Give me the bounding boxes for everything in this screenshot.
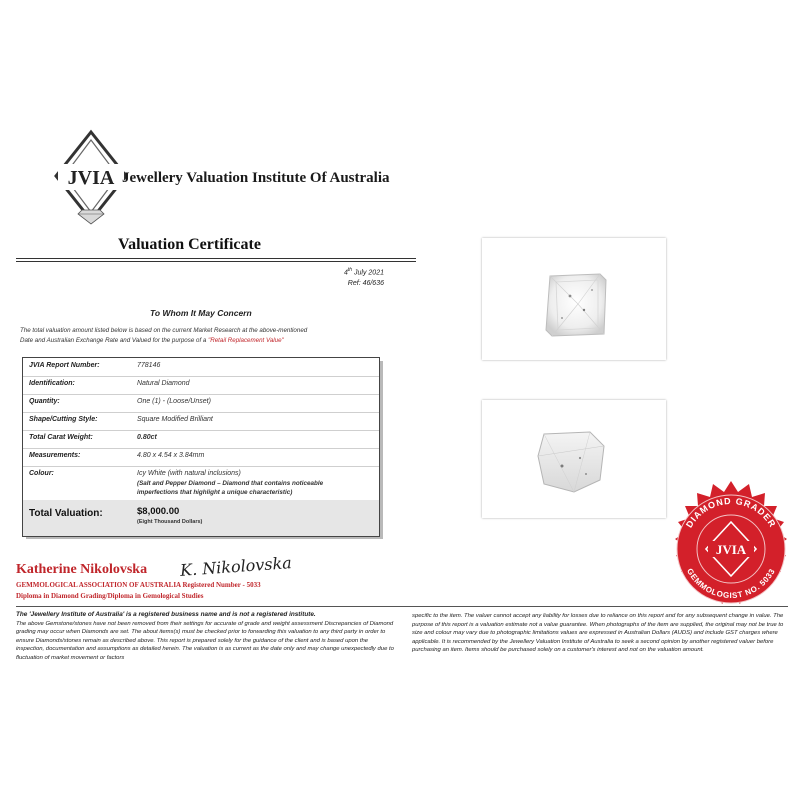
- intro-paragraph: The total valuation amount listed below is based on the current Market Research at the above-mentioned Date and Australian Exchange Rate and Valued for the purpose of a "Retail Replacement Value": [20, 327, 308, 344]
- details-label: Colour:: [29, 470, 54, 477]
- signatory-qualifications: Diploma in Diamond Grading/Diploma in Gemological Studies: [16, 592, 204, 600]
- seal-center-text: JVIA: [715, 542, 747, 557]
- details-label: JVIA Report Number:: [29, 362, 100, 369]
- diamond-photo-top: [482, 238, 666, 360]
- salutation: To Whom It May Concern: [150, 308, 252, 318]
- details-label: Shape/Cutting Style:: [29, 416, 98, 423]
- details-label: Total Carat Weight:: [29, 434, 93, 441]
- colour-note: imperfections that highlight a unique characteristic): [137, 489, 293, 496]
- diamond-top-view-image: [482, 238, 666, 360]
- details-value: Square Modified Brilliant: [137, 416, 213, 423]
- signatory-name: Katherine Nikolovska: [16, 562, 148, 577]
- details-value: Natural Diamond: [137, 380, 190, 387]
- total-valuation-label: Total Valuation:: [29, 508, 103, 519]
- row-divider: [23, 430, 379, 431]
- seal-bottom-text: GEMMOLOGIST NO. 5033: [685, 566, 777, 601]
- diamond-side-view-image: [482, 400, 666, 518]
- details-value: 0.80ct: [137, 434, 157, 441]
- details-label: Quantity:: [29, 398, 60, 405]
- details-label: Identification:: [29, 380, 75, 387]
- seal-top-text: DIAMOND GRADER: [684, 495, 778, 530]
- details-value: 4.80 x 4.54 x 3.84mm: [137, 452, 205, 459]
- disclaimer-text: The above Gemstone/stones have not been removed from their settings for accurate of grade and weight assessment Discrepancies of Diamond grading may occur when Diamonds are set. The about items(s) must be checked prior to forwarding this valuation to any third party in order to ensure Diamonds/stones remain as described above. This report is prepared solely for the guidance of the client and is based upon the inspection, documentation and assumptions as detailed herein. The valuation is as current as the date only and may change unexpectedly due to fluctuation of market movement or factors: [16, 620, 394, 661]
- certificate-date: 4th July 2021: [344, 267, 384, 277]
- title-rule: [16, 261, 416, 262]
- details-value: One (1) - (Loose/Unset): [137, 398, 211, 405]
- row-divider: [23, 448, 379, 449]
- details-label: Measurements:: [29, 452, 81, 459]
- row-divider: [23, 394, 379, 395]
- organization-name: Jewellery Valuation Institute Of Australia: [122, 170, 390, 186]
- total-valuation-value: $8,000.00: [137, 506, 180, 517]
- row-divider: [23, 412, 379, 413]
- diamond-icon: [78, 210, 104, 224]
- row-divider: [23, 376, 379, 377]
- title-rule: [16, 258, 416, 259]
- colour-note: (Salt and Pepper Diamond – Diamond that contains noticeable: [137, 480, 324, 487]
- logo-text: JVIA: [67, 167, 115, 189]
- certificate-title: Valuation Certificate: [118, 236, 261, 253]
- disclaimer-heading: The 'Jewellery Institute of Australia' is a registered business name and is not a registered institute.: [16, 611, 316, 618]
- disclaimer-right: specific to the item. The valuer cannot accept any liability for losses due to reliance on this report and for any subsequent change in value. The purpose of this report is a valuation estimate not a value guarantee. When photographs of the item are supplied, the original may not be true to size and colour may vary due to photographic limitations values are expressed in Australian Dollars (AUDS) and include GST charges where applicable. It is recommended by the Jewellery Valuation Institute of Australia to seek a second opinion by another registered valuer before purchasing an item. Items should be purchased solely on a customer's interest and not on the valuation amount.: [412, 613, 784, 654]
- disclaimer-left: [16, 611, 394, 663]
- diamond-grader-seal: [660, 478, 800, 620]
- signatory-registration: GEMMOLOGICAL ASSOCIATION OF AUSTRALIA Registered Number - 5033: [16, 581, 261, 589]
- reference-number: Ref: 46/636: [347, 280, 384, 287]
- diamond-photo-side: [482, 400, 666, 518]
- total-valuation-words: (Eight Thousand Dollars): [137, 519, 203, 525]
- details-value: Icy White (with natural inclusions): [137, 470, 241, 477]
- jvia-logo: [52, 128, 130, 228]
- details-table: [22, 357, 380, 537]
- handwritten-signature: K. Nikolovska: [179, 553, 293, 580]
- details-value: 778146: [137, 362, 161, 369]
- row-divider: [23, 466, 379, 467]
